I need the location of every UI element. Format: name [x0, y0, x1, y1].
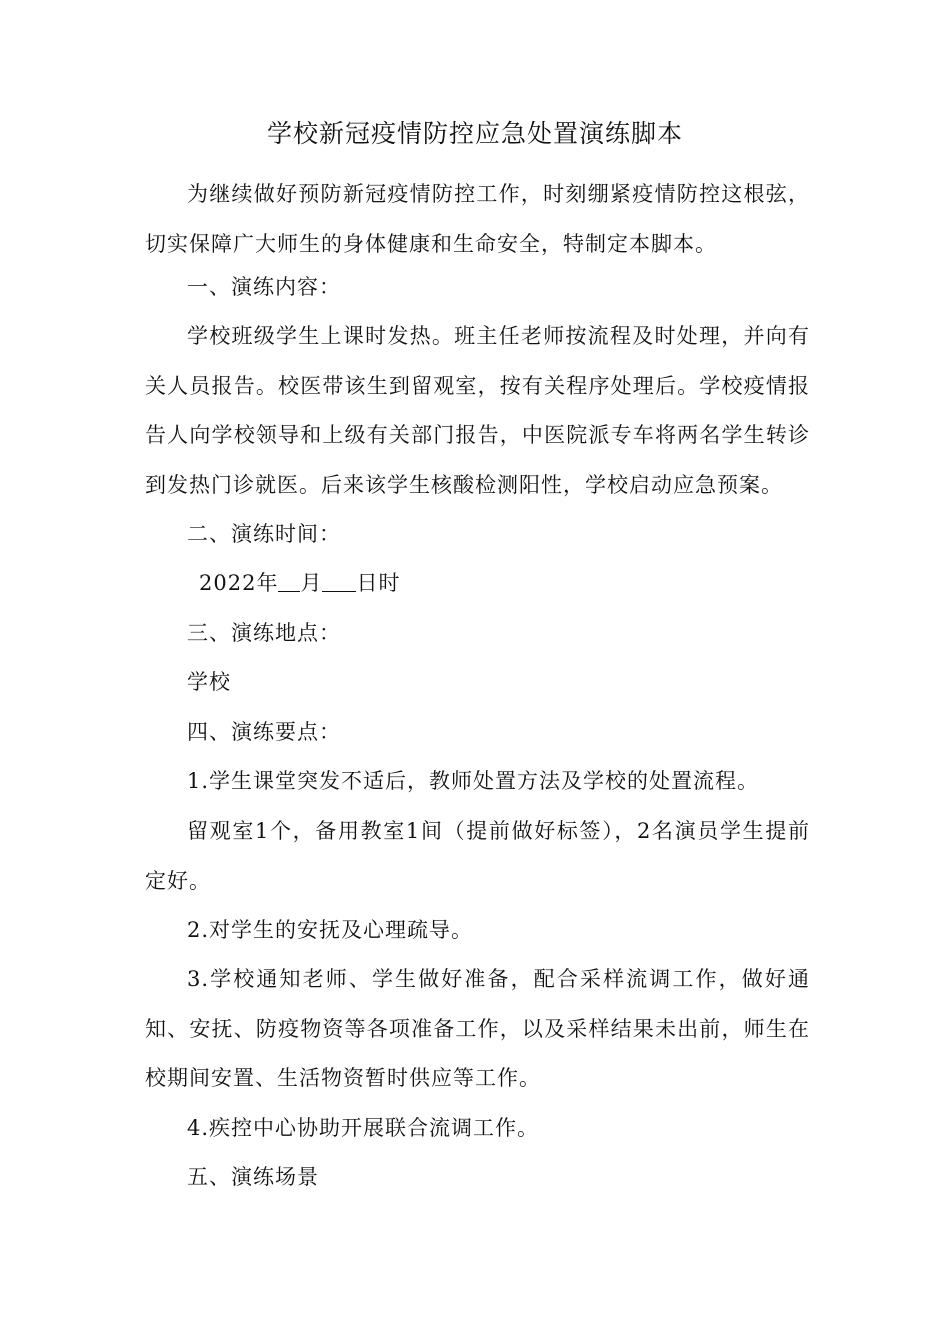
date-day: 日时 — [356, 571, 401, 595]
intro-paragraph: 为继续做好预防新冠疫情防控工作，时刻绷紧疫情防控这根弦，切实保障广大师生的身体健康和生命安全，特制定本脚本。 — [145, 182, 810, 256]
point-3: 3.学校通知老师、学生做好准备，配合采样流调工作，做好通知、安抚、防疫物资等各项准备工作，以及采样结果未出前，师生在校期间安置、生活物资暂时供应等工作。 — [145, 967, 810, 1090]
date-month: 月 — [300, 571, 323, 595]
document-title: 学校新冠疫情防控应急处置演练脚本 — [266, 119, 683, 148]
point-1-note: 留观室1个，备用教室1间（提前做好标签），2名演员学生提前定好。 — [145, 819, 810, 893]
section4-heading: 四、演练要点： — [187, 720, 341, 744]
section3-heading: 三、演练地点： — [187, 621, 341, 645]
section5-heading: 五、演练场景 — [187, 1165, 319, 1189]
point-2: 2.对学生的安抚及心理疏导。 — [187, 918, 474, 942]
section2-heading: 二、演练时间： — [187, 522, 341, 546]
day-blank — [322, 569, 356, 592]
point-4: 4.疾控中心协助开展联合流调工作。 — [187, 1116, 540, 1140]
section1-heading: 一、演练内容： — [187, 275, 341, 299]
month-blank — [278, 569, 300, 592]
date-line — [145, 559, 810, 609]
date-year: 2022年 — [199, 571, 279, 595]
point-1: 1.学生课堂突发不适后，教师处置方法及学校的处置流程。 — [187, 769, 760, 793]
section1-body: 学校班级学生上课时发热。班主任老师按流程及时处理，并向有关人员报告。校医带该生到留观室，按有关程序处理后。学校疫情报告人向学校领导和上级有关部门报告，中医院派专车将两名学生转诊到发热门诊就医。后来该学生核酸检测阳性，学校启动应急预案。 — [145, 324, 810, 497]
location-text: 学校 — [187, 670, 231, 694]
